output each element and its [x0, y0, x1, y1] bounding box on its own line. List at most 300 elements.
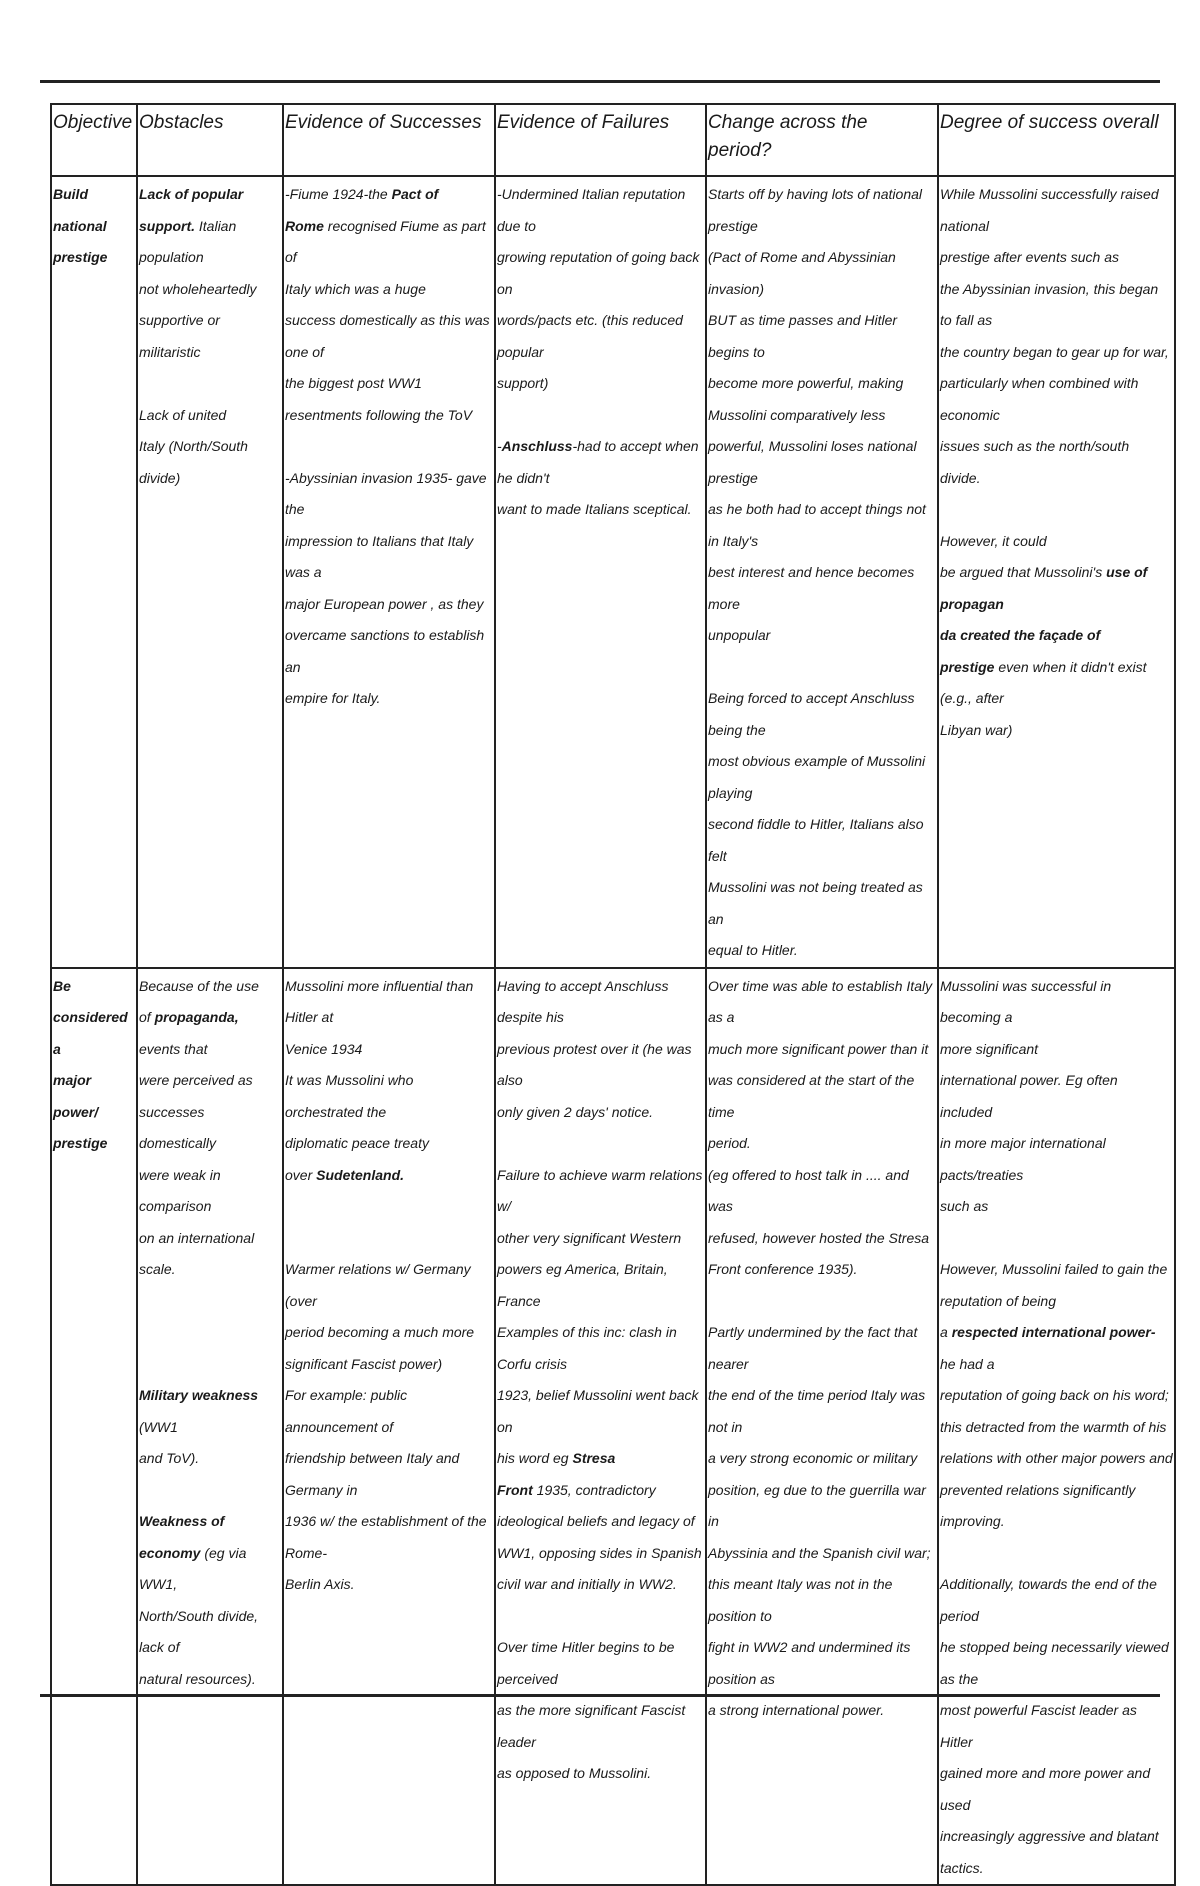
- cell-line: [708, 494, 936, 557]
- cell-line: [940, 1317, 1173, 1380]
- cell-line: [940, 526, 1173, 558]
- cell-line: [285, 463, 493, 526]
- cell-line: [497, 1632, 704, 1695]
- text-run: other very significant Western: [497, 1229, 682, 1246]
- cell-line: [708, 1380, 936, 1443]
- text-run: issues such as the north/south divide.: [940, 438, 1130, 486]
- cell-line: [708, 620, 936, 652]
- bold-text: Lack of popular: [139, 186, 244, 202]
- text-run: friendship between Italy and Germany in: [285, 1450, 460, 1498]
- text-run: he had a: [940, 1355, 995, 1372]
- text-run: BUT as time passes and Hitler begins to: [708, 312, 898, 360]
- text-run: gained more and more power and used: [940, 1765, 1151, 1813]
- cell-line: [708, 242, 936, 305]
- text-run: this detracted from the warmth of his: [940, 1418, 1167, 1435]
- text-run: period.: [708, 1135, 751, 1151]
- cell-line: [940, 1632, 1173, 1695]
- cell-line: [139, 1286, 281, 1318]
- cell-line: [940, 557, 1173, 620]
- cell-line: [940, 1821, 1173, 1884]
- cell-line: [940, 1695, 1173, 1758]
- cell-line: [708, 746, 936, 809]
- cell-line: [139, 1097, 281, 1160]
- text-run: However, it could: [940, 532, 1047, 549]
- cell-line: [139, 211, 281, 274]
- cell-line: [708, 1160, 936, 1223]
- cell-line: [940, 1286, 1173, 1318]
- text-run: supportive or militaristic: [139, 312, 220, 360]
- text-run: and ToV).: [139, 1450, 200, 1466]
- cell-line: [139, 1380, 281, 1443]
- text-run: he stopped being necessarily viewed as the: [940, 1639, 1169, 1687]
- cell-line: [139, 1160, 281, 1223]
- cell-line: [285, 431, 493, 463]
- text-run: overcame sanctions to establish an: [285, 627, 485, 675]
- cell-line: [940, 1412, 1173, 1444]
- text-run: significant Fascist power): [285, 1355, 443, 1372]
- text-run: Mussolini more influential than Hitler at: [285, 977, 474, 1025]
- text-run: much more significant power than it: [708, 1040, 929, 1057]
- bold-text: Military weakness: [139, 1387, 259, 1403]
- cell-line: [285, 1380, 493, 1443]
- successes-cell: [283, 176, 495, 968]
- text-run: Having to accept Anschluss despite his: [497, 977, 669, 1025]
- text-run: the end of the time period Italy was not in: [708, 1387, 926, 1435]
- text-run: North/South divide, lack of: [139, 1607, 259, 1655]
- text-run: second fiddle to Hitler, Italians also felt: [708, 816, 924, 864]
- cell-line: [285, 1569, 493, 1601]
- text-run: best interest and hence becomes more: [708, 564, 915, 612]
- cell-line: [285, 1160, 493, 1192]
- text-run: 1923, belief Mussolini went back on: [497, 1387, 699, 1435]
- bold-text: Anschluss: [501, 438, 573, 454]
- cell-line: [940, 1380, 1173, 1412]
- cell-line: [940, 620, 1173, 652]
- text-run: reputation of going back on his word;: [940, 1387, 1169, 1403]
- text-run: refused, however hosted the Stresa: [708, 1229, 930, 1246]
- cell-line: [285, 971, 493, 1034]
- top-rule: [40, 80, 1160, 83]
- text-run: 1936 w/ the establishment of the Rome-: [285, 1513, 487, 1561]
- cell-line: [285, 400, 493, 432]
- cell-line: [940, 1538, 1173, 1570]
- text-run: 1935, contradictory: [532, 1481, 656, 1498]
- cell-line: [708, 1443, 936, 1475]
- cell-line: [940, 494, 1173, 526]
- bold-text: da created the façade of: [940, 627, 1101, 643]
- cell-line: [285, 1443, 493, 1506]
- text-run: a very strong economic or military: [708, 1450, 918, 1466]
- text-run: Being forced to accept Anschluss being the: [708, 690, 915, 738]
- text-run: this meant Italy was not in the position to: [708, 1576, 893, 1624]
- cell-line: [497, 1506, 704, 1538]
- text-run: period becoming a much more: [285, 1324, 475, 1340]
- text-run: as opposed to Mussolini.: [497, 1765, 652, 1781]
- bold-text: prestige: [940, 658, 995, 675]
- text-run: Over time Hitler begins to be perceived: [497, 1639, 675, 1687]
- cell-line: [940, 715, 1173, 747]
- change-cell: [706, 176, 938, 968]
- text-run: international power. Eg often included: [940, 1072, 1118, 1120]
- text-run: the biggest post WW1: [285, 375, 422, 391]
- text-run: the Abyssinian invasion, this began to fall as: [940, 280, 1159, 328]
- text-run: success domestically as this was one of: [285, 312, 490, 360]
- text-run: as he both had to accept things not in Italy's: [708, 501, 926, 549]
- cell-line: [497, 179, 704, 242]
- text-run: natural resources).: [139, 1670, 256, 1687]
- cell-line: [940, 242, 1173, 274]
- cell-line: [139, 1601, 281, 1664]
- cell-line: [708, 971, 936, 1034]
- cell-line: [139, 1065, 281, 1097]
- cell-line: [497, 1160, 704, 1223]
- cell-line: [139, 1538, 281, 1601]
- text-run: previous protest over it (he was also: [497, 1040, 692, 1088]
- cell-line: [139, 368, 281, 400]
- cell-line: [285, 1506, 493, 1569]
- cell-line: [708, 557, 936, 620]
- cell-line: [285, 620, 493, 683]
- degree-cell: [938, 968, 1175, 1886]
- text-run: equal to Hitler.: [708, 942, 798, 958]
- text-run: Because of the use: [139, 977, 259, 994]
- text-run: not wholeheartedly: [139, 280, 257, 297]
- cell-line: [285, 1034, 493, 1066]
- cell-line: [139, 1475, 281, 1507]
- text-run: However, Mussolini failed to gain the: [940, 1261, 1168, 1277]
- header-degree: Degree of success overall: [938, 104, 1175, 176]
- text-run: become more powerful, making: [708, 375, 904, 391]
- bold-text: Stresa: [572, 1450, 616, 1466]
- cell-line: [285, 683, 493, 715]
- obstacles-cell: [137, 968, 283, 1886]
- cell-line: [497, 1475, 704, 1507]
- header-successes: Evidence of Successes: [283, 104, 495, 176]
- cell-line: [497, 494, 704, 526]
- cell-line: [940, 1475, 1173, 1538]
- objective-cell: [51, 968, 137, 1886]
- text-run: Mussolini was not being treated as an: [708, 879, 923, 927]
- text-run: Berlin Axis.: [285, 1576, 355, 1592]
- successes-cell: [283, 968, 495, 1886]
- text-run: Starts off by having lots of national prestige: [708, 186, 923, 234]
- text-run: Italy which was a huge: [285, 280, 426, 297]
- cell-line: [708, 872, 936, 935]
- cell-line: [497, 1223, 704, 1255]
- cell-line: [285, 179, 493, 211]
- text-run: Lack of united: [139, 406, 227, 423]
- objective-line: Be considered a: [53, 977, 128, 1057]
- text-run: growing reputation of going back on: [497, 249, 700, 297]
- cell-line: [940, 274, 1173, 337]
- bold-text: support.: [139, 217, 195, 234]
- bold-text: Weakness of: [139, 1513, 225, 1529]
- cell-line: [285, 1191, 493, 1223]
- cell-line: [497, 242, 704, 305]
- cell-line: [285, 274, 493, 306]
- obstacles-cell: [137, 176, 283, 968]
- text-run: a strong international power.: [708, 1702, 885, 1718]
- cell-line: [497, 1443, 704, 1475]
- cell-line: [139, 1443, 281, 1475]
- bold-text: use of propagan: [940, 564, 1148, 612]
- cell-line: [708, 1128, 936, 1160]
- text-run: only given 2 days' notice.: [497, 1103, 653, 1120]
- cell-line: [285, 1223, 493, 1255]
- cell-line: [139, 971, 281, 1003]
- cell-line: [139, 1664, 281, 1696]
- cell-line: [497, 1317, 704, 1380]
- bottom-rule: [40, 1694, 1160, 1697]
- cell-line: [139, 431, 281, 494]
- cell-line: [708, 1223, 936, 1255]
- cell-line: [708, 1034, 936, 1066]
- cell-line: [940, 179, 1173, 242]
- text-run: Italian population: [139, 217, 237, 265]
- objective-line: prestige: [53, 249, 108, 265]
- text-run: -Abyssinian invasion 1935- gave the: [285, 469, 487, 517]
- bold-text: respected international power-: [951, 1324, 1156, 1340]
- cell-line: [708, 179, 936, 242]
- cell-line: [708, 1538, 936, 1570]
- text-run: Over time was able to establish Italy as a: [708, 977, 933, 1025]
- header-obstacles: Obstacles: [137, 104, 283, 176]
- bold-text: Rome: [285, 217, 324, 234]
- cell-line: [139, 1349, 281, 1381]
- table-row: [51, 176, 1175, 968]
- header-failures: Evidence of Failures: [495, 104, 706, 176]
- text-run: reputation of being: [940, 1292, 1056, 1309]
- bold-text: Pact of: [391, 186, 439, 202]
- header-change: Change across the period?: [706, 104, 938, 176]
- text-run: as the more significant Fascist leader: [497, 1702, 686, 1750]
- text-run: Venice 1934: [285, 1040, 363, 1057]
- cell-line: [940, 337, 1173, 369]
- text-run: events that: [139, 1040, 208, 1057]
- cell-line: [497, 1128, 704, 1160]
- cell-line: [139, 400, 281, 432]
- cell-line: [285, 211, 493, 274]
- cell-line: [285, 589, 493, 621]
- text-run: support): [497, 375, 549, 391]
- cell-line: [497, 1538, 704, 1570]
- text-run: even when it didn't exist (e.g., after: [940, 658, 1147, 706]
- table-row: [51, 968, 1175, 1886]
- cell-line: [139, 274, 281, 306]
- text-run: of: [139, 1009, 155, 1025]
- text-run: For example: public announcement of: [285, 1387, 408, 1435]
- text-run: in more major international pacts/treaties: [940, 1135, 1106, 1183]
- cell-line: [940, 1065, 1173, 1128]
- text-run: (WW1: [139, 1418, 178, 1435]
- cell-line: [708, 305, 936, 368]
- text-run: Front conference 1935).: [708, 1261, 858, 1277]
- text-run: more significant: [940, 1040, 1039, 1057]
- text-run: diplomatic peace treaty: [285, 1135, 429, 1151]
- cell-line: [497, 1601, 704, 1633]
- header-row: [51, 104, 1175, 176]
- text-run: on an international scale.: [139, 1229, 255, 1277]
- text-run: most obvious example of Mussolini playing: [708, 753, 926, 801]
- change-cell: [706, 968, 938, 1886]
- cell-line: [497, 305, 704, 368]
- cell-line: [497, 400, 704, 432]
- cell-line: [708, 368, 936, 400]
- cell-line: [708, 1317, 936, 1380]
- text-run: -: [497, 438, 502, 454]
- cell-line: [708, 1065, 936, 1128]
- text-run: want to made Italians sceptical.: [497, 501, 692, 517]
- failures-cell: [495, 176, 706, 968]
- objective-cell: [51, 176, 137, 968]
- cell-line: [940, 1128, 1173, 1191]
- cell-line: [139, 179, 281, 211]
- text-run: It was Mussolini who orchestrated the: [285, 1072, 414, 1120]
- bold-text: propaganda,: [154, 1009, 239, 1025]
- bold-text: Sudetenland.: [316, 1166, 405, 1183]
- text-run: most powerful Fascist leader as Hitler: [940, 1702, 1137, 1750]
- cell-line: [940, 1254, 1173, 1286]
- cell-line: [497, 431, 704, 494]
- text-run: impression to Italians that Italy was a: [285, 532, 474, 580]
- bold-text: economy: [139, 1544, 201, 1561]
- failures-cell: [495, 968, 706, 1886]
- cell-line: [708, 431, 936, 494]
- cell-line: [285, 1065, 493, 1128]
- text-run: Warmer relations w/ Germany (over: [285, 1261, 471, 1309]
- cell-line: [708, 1632, 936, 1695]
- text-run: words/pacts etc. (this reduced popular: [497, 312, 683, 360]
- text-run: relations with other major powers and: [940, 1450, 1173, 1466]
- text-run: (eg via WW1,: [139, 1544, 247, 1592]
- text-run: particularly when combined with economic: [940, 375, 1139, 423]
- cell-line: [497, 1254, 704, 1317]
- text-run: resentments following the ToV: [285, 406, 473, 423]
- cell-line: [940, 1443, 1173, 1475]
- text-run: Additionally, towards the end of the period: [940, 1576, 1157, 1624]
- cell-line: [285, 1128, 493, 1160]
- cell-line: [940, 368, 1173, 431]
- objective-line: major power/: [53, 1072, 99, 1120]
- text-run: be argued that Mussolini's: [940, 564, 1107, 580]
- text-run: prestige after events such as: [940, 249, 1119, 265]
- text-run: position, eg due to the guerrilla war in: [708, 1481, 926, 1529]
- text-run: While Mussolini successfully raised national: [940, 186, 1159, 234]
- cell-line: [497, 1380, 704, 1443]
- text-run: Mussolini comparatively less: [708, 406, 886, 423]
- text-run: recognised Fiume as part of: [285, 217, 486, 265]
- cell-line: [940, 431, 1173, 494]
- cell-line: [940, 652, 1173, 715]
- text-run: -Fiume 1924-the: [285, 186, 392, 202]
- text-run: WW1, opposing sides in Spanish: [497, 1544, 702, 1561]
- text-run: -Undermined Italian reputation due to: [497, 186, 686, 234]
- text-run: successes domestically: [139, 1103, 217, 1151]
- cell-line: [708, 1475, 936, 1538]
- cell-line: [139, 305, 281, 368]
- cell-line: [708, 1286, 936, 1318]
- objective-line: Build national: [53, 186, 107, 234]
- cell-line: [940, 1758, 1173, 1821]
- text-run: fight in WW2 and undermined its position as: [708, 1639, 911, 1687]
- cell-line: [285, 368, 493, 400]
- objective-line: prestige: [53, 1135, 108, 1151]
- text-run: powerful, Mussolini loses national prestige: [708, 438, 917, 486]
- text-run: unpopular: [708, 627, 771, 643]
- cell-line: [285, 1254, 493, 1317]
- bold-text: Front: [497, 1481, 533, 1498]
- cell-line: [139, 1223, 281, 1286]
- cell-line: [497, 1695, 704, 1758]
- cell-line: [940, 1191, 1173, 1223]
- text-run: Examples of this inc: clash in Corfu crisis: [497, 1324, 677, 1372]
- text-run: powers eg America, Britain, France: [497, 1261, 668, 1309]
- text-run: Abyssinia and the Spanish civil war;: [708, 1544, 931, 1561]
- cell-line: [708, 652, 936, 684]
- cell-line: [139, 1317, 281, 1349]
- cell-line: [940, 971, 1173, 1034]
- text-run: was considered at the start of the time: [708, 1072, 915, 1120]
- cell-line: [708, 1569, 936, 1632]
- cell-line: [285, 305, 493, 368]
- cell-line: [708, 935, 936, 967]
- text-run: prevented relations significantly improving.: [940, 1481, 1136, 1529]
- cell-line: [940, 1223, 1173, 1255]
- cell-line: [139, 1002, 281, 1065]
- text-run: empire for Italy.: [285, 690, 381, 706]
- cell-line: [497, 1034, 704, 1097]
- text-run: the country began to gear up for war,: [940, 343, 1169, 360]
- cell-line: [139, 1506, 281, 1538]
- cell-line: [940, 1569, 1173, 1632]
- text-run: (Pact of Rome and Abyssinian invasion): [708, 249, 896, 297]
- cell-line: [708, 1254, 936, 1286]
- text-run: Mussolini was successful in becoming a: [940, 977, 1112, 1025]
- cell-line: [708, 683, 936, 746]
- text-run: (eg offered to host talk in .... and was: [708, 1166, 909, 1214]
- text-run: major European power , as they: [285, 595, 484, 612]
- header-objective: Objective: [51, 104, 137, 176]
- cell-line: [285, 526, 493, 589]
- text-run: Failure to achieve warm relations w/: [497, 1166, 703, 1214]
- text-run: Libyan war): [940, 721, 1013, 738]
- text-run: civil war and initially in WW2.: [497, 1576, 677, 1592]
- text-run: increasingly aggressive and blatant tactics.: [940, 1828, 1159, 1876]
- cell-line: [497, 1569, 704, 1601]
- cell-line: [285, 1317, 493, 1349]
- cell-line: [940, 1034, 1173, 1066]
- text-run: were weak in comparison: [139, 1166, 221, 1214]
- text-run: -had to accept when he didn't: [497, 438, 699, 486]
- text-run: his word eg: [497, 1450, 573, 1466]
- cell-line: [708, 400, 936, 432]
- cell-line: [497, 971, 704, 1034]
- text-run: over: [285, 1166, 317, 1183]
- text-run: Italy (North/South divide): [139, 438, 248, 486]
- degree-cell: [938, 176, 1175, 968]
- cell-line: [285, 1349, 493, 1381]
- cell-line: [497, 368, 704, 400]
- text-run: ideological beliefs and legacy of: [497, 1513, 695, 1529]
- text-run: a: [940, 1324, 952, 1340]
- text-run: were perceived as: [139, 1072, 253, 1088]
- cell-line: [497, 1097, 704, 1129]
- text-run: such as: [940, 1198, 989, 1214]
- cell-line: [497, 1758, 704, 1790]
- text-run: Partly undermined by the fact that nearer: [708, 1324, 918, 1372]
- objectives-table: [50, 103, 1176, 1886]
- cell-line: [708, 809, 936, 872]
